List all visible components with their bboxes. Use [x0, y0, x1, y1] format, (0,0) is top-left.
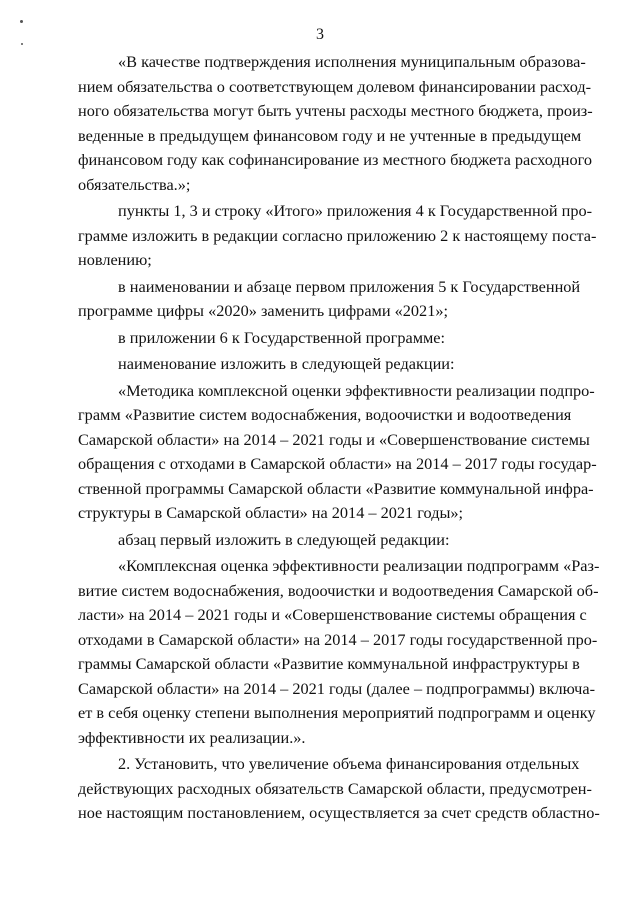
text-line: эффективности их реализации.».: [78, 727, 306, 747]
text-line: обязательства.»;: [78, 174, 191, 194]
paragraph: [78, 326, 560, 351]
paragraph: [78, 275, 581, 324]
page-number: 3: [316, 26, 324, 43]
paragraph: [78, 50, 593, 197]
text-line: веденные в предыдущем финансовом году и не учтенные в предыдущем: [78, 125, 582, 145]
text-line: Самарской области» на 2014 – 2021 годы и «Совершенствование системы: [78, 429, 590, 449]
text-line: нием обязательства о соответствующем долевом финансировании расход-: [78, 76, 592, 96]
paragraph: [78, 528, 560, 553]
text-line: финансовом году как софинансирование из местного бюджета расходного: [78, 150, 593, 169]
text-line: ласти» на 2014 – 2021 годы и «Совершенствование системы обращения с: [78, 605, 587, 624]
document-body: [78, 50, 600, 826]
text-line: абзац первый изложить в следующей редакции:: [118, 529, 450, 549]
text-line: структуры в Самарской области» на 2014 – 2021 годы»;: [78, 503, 464, 522]
paragraph: [78, 554, 600, 750]
text-line: ет в себя оценку степени выполнения мероприятий подпрограмм и оценку: [78, 703, 596, 722]
text-line: «В качестве подтверждения исполнения муниципальным образова-: [118, 52, 586, 71]
text-line: программе цифры «2020» заменить цифрами «2021»;: [78, 301, 449, 320]
text-line: отходами в Самарской области» на 2014 – 2017 годы государственной про-: [78, 629, 598, 649]
text-line: ное настоящим постановлением, осуществляется за счет средств областно-: [78, 803, 600, 822]
text-line: в наименовании и абзаце первом приложения 5 к Государственной: [118, 276, 581, 296]
paragraph: [78, 379, 597, 526]
text-line: грамме изложить в редакции согласно приложению 2 к настоящему поста-: [78, 225, 597, 245]
text-line: грамм «Развитие систем водоснабжения, водоочистки и водоотведения: [78, 405, 572, 424]
text-line: обращения с отходами в Самарской области» на 2014 – 2017 годы государ-: [78, 454, 597, 473]
text-line: наименование изложить в следующей редакции:: [118, 354, 455, 373]
text-line: ного обязательства могут быть учтены расходы местного бюджета, произ-: [78, 101, 593, 120]
text-line: пункты 1, 3 и строку «Итого» приложения 4 к Государственной про-: [118, 201, 593, 220]
text-line: «Комплексная оценка эффективности реализации подпрограмм «Раз-: [118, 556, 600, 575]
text-line: ственной программы Самарской области «Развитие коммунальной инфра-: [78, 478, 594, 498]
paragraph: [78, 752, 600, 826]
text-line: 2. Установить, что увеличение объема финансирования отдельных: [118, 754, 580, 773]
paragraph: [78, 199, 597, 273]
text-line: витие систем водоснабжения, водоочистки и водоотведения Самарской об-: [78, 580, 599, 600]
scan-speck: [20, 20, 23, 23]
text-line: в приложении 6 к Государственной программе:: [118, 327, 446, 347]
text-line: Самарской области» на 2014 – 2021 годы (далее – подпрограммы) включа-: [78, 678, 596, 698]
paragraph: [78, 352, 560, 377]
text-line: граммы Самарской области «Развитие коммунальной инфраструктуры в: [78, 654, 580, 673]
text-line: новлению;: [78, 250, 152, 269]
text-line: «Методика комплексной оценки эффективности реализации подпро-: [118, 380, 595, 400]
text-line: действующих расходных обязательств Самарской области, предусмотрен-: [78, 778, 592, 798]
